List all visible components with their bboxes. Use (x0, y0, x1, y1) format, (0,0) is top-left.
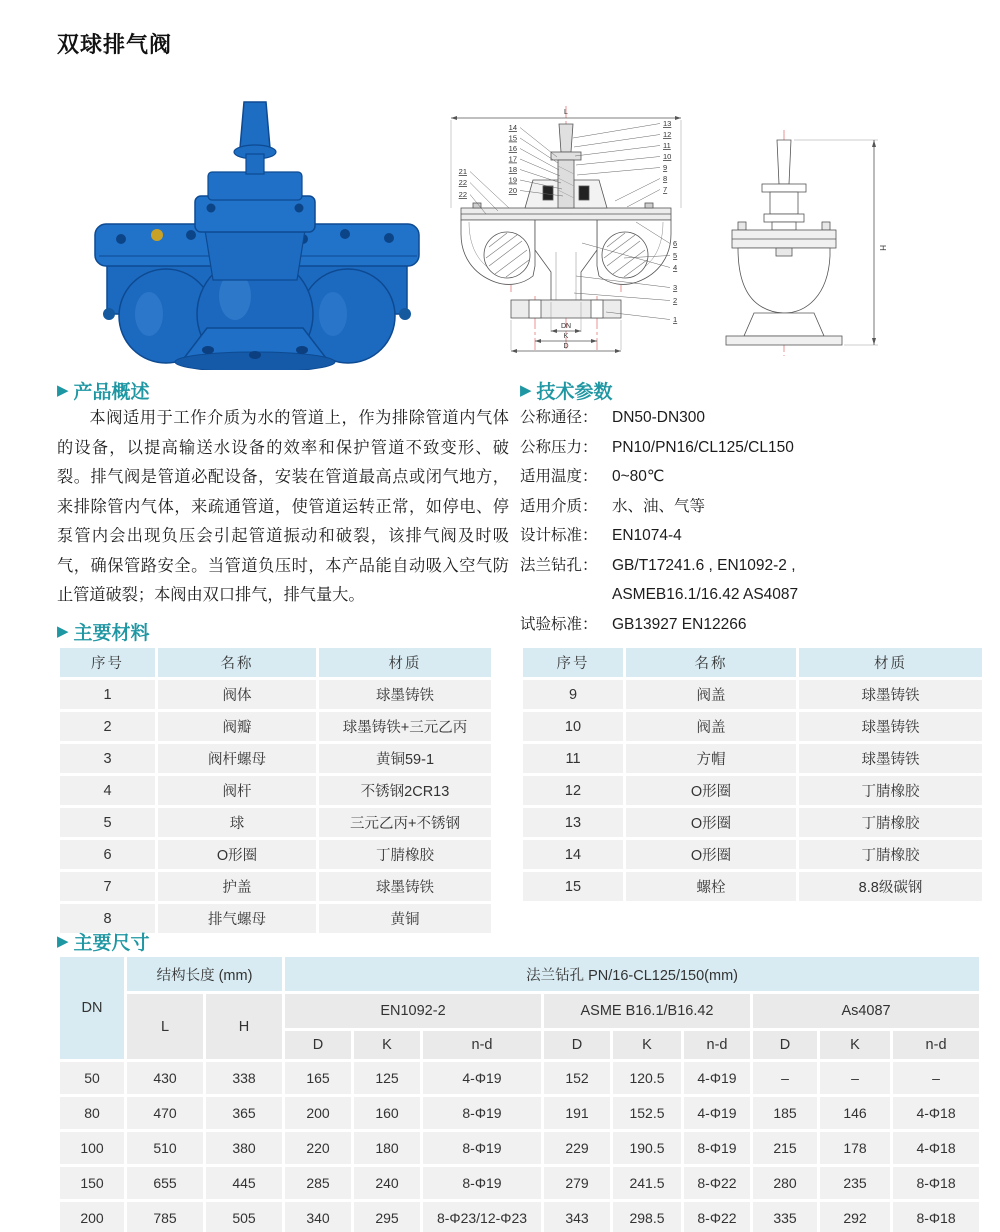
table-cell: 8-Φ18 (893, 1202, 979, 1232)
overview-heading (57, 377, 150, 404)
table-cell: 11 (523, 744, 623, 773)
table-cell: 240 (354, 1167, 420, 1199)
callout-number: 3 (673, 283, 678, 292)
table-cell: 505 (206, 1202, 282, 1232)
table-row (60, 776, 491, 805)
col-header-l: L (127, 994, 203, 1059)
table-cell: 445 (206, 1167, 282, 1199)
callout-number: 15 (508, 133, 517, 143)
table-cell: 241.5 (613, 1167, 681, 1199)
callout-number: 19 (508, 175, 517, 185)
col-header: 名称 (158, 648, 316, 677)
callout-number: 12 (663, 130, 672, 139)
table-cell: 80 (60, 1097, 124, 1129)
std-header-en: EN1092-2 (285, 994, 541, 1028)
page-title: 双球排气阀 (57, 32, 173, 57)
table-row (523, 808, 982, 837)
std-header-as: As4087 (753, 994, 979, 1028)
table-cell: 152.5 (613, 1097, 681, 1129)
table-row (60, 1062, 979, 1094)
table-cell: 280 (753, 1167, 817, 1199)
col-header-k: K (613, 1031, 681, 1059)
table-row (523, 840, 982, 869)
table-cell: 4-Φ19 (684, 1097, 750, 1129)
table-cell: 5 (60, 808, 155, 837)
group-header-flange: 法兰钻孔 PN/16-CL125/150(mm) (285, 957, 979, 991)
callout-number: 7 (663, 185, 668, 194)
table-cell: 340 (285, 1202, 351, 1232)
product-photo (45, 78, 423, 370)
callout-number: 22 (458, 190, 467, 199)
callout-number: 18 (508, 165, 517, 174)
group-header-length: 结构长度 (mm) (127, 957, 282, 991)
table-cell: 785 (127, 1202, 203, 1232)
callout-number: 14 (508, 123, 517, 132)
table-cell: 4-Φ19 (684, 1062, 750, 1094)
table-cell: 护盖 (158, 872, 316, 901)
overview-paragraph: 本阀适用于工作介质为水的管道上，作为排除管道内气体的设备，以提高输送水设备的效率和保护管道不致变形、破裂。排气阀是管道必配设备，安装在管道最高点或闭气地方，来排除管内气体，来疏通管道，使管道运转正常，如停电、停泵管内会出现负压会引起管道振动和破裂，该排气阀及时吸气，确保管路安全。当管道负压时，本产品能自动吸入空气防止管道破裂；本阀由双口排气，排气量大。 (57, 409, 509, 604)
materials-heading-label: 主要材料 (73, 623, 150, 644)
table-row (60, 1202, 979, 1232)
table-cell: 285 (285, 1167, 351, 1199)
tech-param-row: 设计标准： EN1074-4 (520, 527, 682, 544)
table-row (523, 680, 982, 709)
table-cell: 1 (60, 680, 155, 709)
table-cell: 8-Φ22 (684, 1202, 750, 1232)
table-row (60, 808, 491, 837)
table-cell: O形圈 (626, 840, 796, 869)
table-cell: 120.5 (613, 1062, 681, 1094)
table-cell: 178 (820, 1132, 890, 1164)
table-cell: 298.5 (613, 1202, 681, 1232)
table-row (60, 1132, 979, 1164)
callout-number: 21 (458, 167, 467, 176)
table-cell: 球墨铸铁+三元乙丙 (319, 712, 491, 741)
table-cell: O形圈 (158, 840, 316, 869)
valve-stem (240, 102, 270, 148)
callout-number: 17 (508, 154, 517, 164)
table-cell: 黄铜59-1 (319, 744, 491, 773)
table-row (523, 712, 982, 741)
table-cell: 阀瓣 (158, 712, 316, 741)
tech-param-row: 公称通径： DN50-DN300 (520, 409, 706, 426)
table-cell: 4-Φ18 (893, 1097, 979, 1129)
table-cell: 510 (127, 1132, 203, 1164)
table-cell: 200 (60, 1202, 124, 1232)
materials-table-right (520, 645, 985, 904)
table-cell: 阀体 (158, 680, 316, 709)
table-cell: 100 (60, 1132, 124, 1164)
table-row (60, 712, 491, 741)
col-header: 序号 (60, 648, 155, 677)
table-cell: 152 (544, 1062, 610, 1094)
table-row (60, 1167, 979, 1199)
table-cell: 阀杆螺母 (158, 744, 316, 773)
table-cell: – (820, 1062, 890, 1094)
table-cell: 180 (354, 1132, 420, 1164)
callout-number: 22 (458, 178, 467, 187)
table-cell: 阀盖 (626, 712, 796, 741)
table-cell: 8-Φ22 (684, 1167, 750, 1199)
valve-outline (726, 140, 842, 345)
table-cell: 220 (285, 1132, 351, 1164)
table-cell: 丁腈橡胶 (799, 808, 982, 837)
col-header-nd: n-d (684, 1031, 750, 1059)
table-cell: 10 (523, 712, 623, 741)
table-cell: 球墨铸铁 (319, 872, 491, 901)
table-row (60, 1097, 979, 1129)
table-cell: 球墨铸铁 (799, 680, 982, 709)
table-cell: 4-Φ18 (893, 1132, 979, 1164)
table-cell: 6 (60, 840, 155, 869)
col-header-dn: DN (60, 957, 124, 1059)
table-cell: – (753, 1062, 817, 1094)
table-cell: 338 (206, 1062, 282, 1094)
table-cell: 8-Φ19 (684, 1132, 750, 1164)
col-header: 序号 (523, 648, 623, 677)
callout-number: 9 (663, 163, 668, 172)
table-cell: 阀盖 (626, 680, 796, 709)
dim-label: L (564, 109, 568, 116)
table-header-row (60, 994, 979, 1028)
table-cell: 丁腈橡胶 (799, 840, 982, 869)
table-cell: 丁腈橡胶 (319, 840, 491, 869)
col-header-k: K (820, 1031, 890, 1059)
table-cell: 12 (523, 776, 623, 805)
table-cell: 不锈钢2CR13 (319, 776, 491, 805)
table-cell: 335 (753, 1202, 817, 1232)
section-arrow-icon: ▶ (57, 382, 69, 399)
table-cell: 190.5 (613, 1132, 681, 1164)
valve-center-cap (195, 196, 315, 232)
callout-number: 1 (673, 315, 678, 324)
brass-bolt (151, 229, 163, 241)
tech-params-list (520, 403, 960, 639)
table-cell: 430 (127, 1062, 203, 1094)
table-cell: 三元乙丙+不锈钢 (319, 808, 491, 837)
section-arrow-icon: ▶ (520, 382, 532, 399)
callout-number: 5 (673, 251, 678, 260)
callout-number: 8 (663, 174, 668, 183)
table-header-row (60, 957, 979, 991)
table-cell: 球墨铸铁 (799, 712, 982, 741)
table-cell: 阀杆 (158, 776, 316, 805)
table-cell: 丁腈橡胶 (799, 776, 982, 805)
table-cell: 球 (158, 808, 316, 837)
dim-label: K (563, 333, 569, 340)
side-view-drawing (702, 126, 900, 362)
table-cell: 4 (60, 776, 155, 805)
tech-param-row-continuation: ASMEB16.1/16.42 AS4087 (612, 586, 799, 603)
tech-param-row: 适用介质： 水、油、气等 (520, 497, 706, 515)
dim-label: DN (560, 323, 572, 330)
callout-number: 4 (673, 263, 678, 272)
col-header-nd: n-d (423, 1031, 541, 1059)
table-cell: 15 (523, 872, 623, 901)
callout-number: 6 (673, 239, 678, 248)
materials-heading (57, 618, 150, 645)
col-header-d: D (544, 1031, 610, 1059)
section-arrow-icon: ▶ (57, 933, 69, 950)
table-cell: 215 (753, 1132, 817, 1164)
table-cell: O形圈 (626, 808, 796, 837)
std-header-asme: ASME B16.1/B16.42 (544, 994, 750, 1028)
callout-number: 10 (663, 152, 672, 161)
table-row (523, 776, 982, 805)
callout-number: 2 (673, 296, 678, 305)
table-cell: 160 (354, 1097, 420, 1129)
materials-table-left (57, 645, 494, 936)
callout-number: 11 (663, 141, 671, 150)
tech-param-row: 适用温度： 0~80℃ (520, 468, 665, 485)
table-row (60, 872, 491, 901)
table-cell: O形圈 (626, 776, 796, 805)
table-cell: 14 (523, 840, 623, 869)
table-cell: 125 (354, 1062, 420, 1094)
dim-label-h: H (878, 245, 887, 251)
callout-number: 16 (508, 144, 517, 153)
cross-section-drawing (423, 100, 708, 360)
table-cell: 343 (544, 1202, 610, 1232)
table-cell: 螺栓 (626, 872, 796, 901)
table-row (523, 744, 982, 773)
tech-param-row: 试验标准： GB13927 EN12266 (520, 615, 747, 633)
tech-heading (520, 377, 613, 404)
dim-label: D (563, 343, 569, 350)
table-cell: 279 (544, 1167, 610, 1199)
table-cell: 3 (60, 744, 155, 773)
table-cell: 8-Φ23/12-Φ23 (423, 1202, 541, 1232)
table-cell: 165 (285, 1062, 351, 1094)
dimensions-heading-label: 主要尺寸 (73, 933, 150, 954)
callout-number: 20 (508, 186, 517, 195)
tech-param-row: 法兰钻孔： GB/T17241.6 , EN1092-2 , (520, 556, 796, 574)
table-cell: 191 (544, 1097, 610, 1129)
table-cell: 200 (285, 1097, 351, 1129)
dimensions-table (57, 954, 982, 1232)
table-cell: 295 (354, 1202, 420, 1232)
dimensions-heading (57, 928, 150, 955)
table-cell: 13 (523, 808, 623, 837)
col-header: 材质 (319, 648, 491, 677)
table-cell: 655 (127, 1167, 203, 1199)
table-cell: 7 (60, 872, 155, 901)
table-cell: 方帽 (626, 744, 796, 773)
table-cell: 380 (206, 1132, 282, 1164)
table-cell: 排气螺母 (158, 904, 316, 933)
table-cell: 4-Φ19 (423, 1062, 541, 1094)
table-cell: 8-Φ19 (423, 1132, 541, 1164)
table-cell: 146 (820, 1097, 890, 1129)
table-cell: 8-Φ19 (423, 1167, 541, 1199)
table-cell: 185 (753, 1097, 817, 1129)
col-header: 材质 (799, 648, 982, 677)
table-cell: 229 (544, 1132, 610, 1164)
table-header-row (60, 648, 491, 677)
table-cell: 8.8级碳钢 (799, 872, 982, 901)
table-header-row (523, 648, 982, 677)
table-row (60, 680, 491, 709)
table-cell: 235 (820, 1167, 890, 1199)
table-cell: 球墨铸铁 (319, 680, 491, 709)
table-cell: 8-Φ19 (423, 1097, 541, 1129)
col-header-d: D (753, 1031, 817, 1059)
tech-param-row: 公称压力： PN10/PN16/CL125/CL150 (520, 438, 794, 456)
table-row (60, 840, 491, 869)
table-cell: 470 (127, 1097, 203, 1129)
col-header: 名称 (626, 648, 796, 677)
table-cell: 365 (206, 1097, 282, 1129)
col-header-k: K (354, 1031, 420, 1059)
table-row (60, 744, 491, 773)
table-cell: 150 (60, 1167, 124, 1199)
table-cell: 9 (523, 680, 623, 709)
col-header-nd: n-d (893, 1031, 979, 1059)
table-cell: – (893, 1062, 979, 1094)
overview-heading-label: 产品概述 (73, 382, 150, 403)
table-cell: 球墨铸铁 (799, 744, 982, 773)
table-cell: 292 (820, 1202, 890, 1232)
col-header-h: H (206, 994, 282, 1059)
table-cell: 黄铜 (319, 904, 491, 933)
table-cell: 50 (60, 1062, 124, 1094)
valve-outline (451, 120, 681, 318)
table-cell: 8-Φ18 (893, 1167, 979, 1199)
tech-heading-label: 技术参数 (536, 382, 613, 403)
table-cell: 8 (60, 904, 155, 933)
callout-number: 13 (663, 119, 672, 128)
table-cell: 2 (60, 712, 155, 741)
section-arrow-icon: ▶ (57, 623, 69, 640)
col-header-d: D (285, 1031, 351, 1059)
table-row (523, 872, 982, 901)
